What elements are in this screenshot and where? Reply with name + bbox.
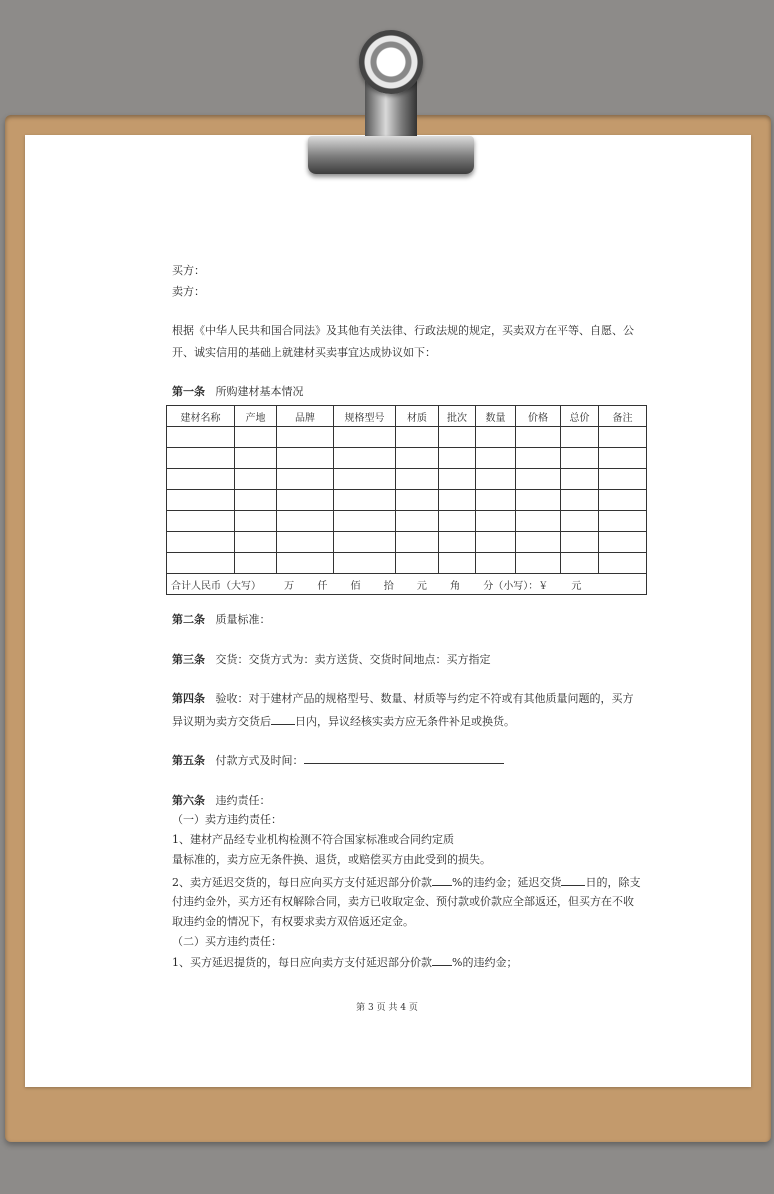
intro-line-2: 开、诚实信用的基础上就建材买卖事宜达成协议如下： bbox=[172, 346, 436, 359]
article-6-text: 违约责任： bbox=[215, 794, 271, 807]
seller-item-2-c: 日的，除支 bbox=[585, 876, 641, 889]
table-total-row bbox=[167, 574, 647, 595]
article-4-line-2 bbox=[172, 714, 515, 729]
binder-clip-ring-icon bbox=[359, 30, 423, 94]
article-4-title: 第四条 bbox=[172, 692, 205, 705]
table-row bbox=[167, 532, 647, 553]
article-5 bbox=[172, 753, 504, 768]
header-cell: 品牌 bbox=[277, 406, 334, 427]
article-5-title: 第五条 bbox=[172, 754, 205, 767]
article-1 bbox=[172, 385, 304, 399]
page-number: 第 3 页 共 4 页 bbox=[356, 1003, 418, 1013]
seller-item-2-line-3: 取违约金的情况下，有权要求卖方双倍返还定金。 bbox=[172, 915, 414, 928]
article-1-title: 第一条 bbox=[172, 385, 205, 398]
table-header-row bbox=[167, 406, 647, 427]
article-5-text: 付款方式及时间： bbox=[215, 754, 304, 767]
article-4-text: 验收：对于建材产品的规格型号、数量、材质等与约定不符或有其他质量问题的，买方 bbox=[215, 692, 634, 705]
article-3 bbox=[172, 653, 491, 667]
header-cell: 价格 bbox=[516, 406, 561, 427]
seller-item-2-a: 2、卖方延迟交货的，每日应向买方支付延迟部分价款 bbox=[172, 876, 432, 889]
header-cell: 材质 bbox=[396, 406, 439, 427]
table-row bbox=[167, 511, 647, 532]
table-row bbox=[167, 553, 647, 574]
article-4-text-b: 日内，异议经核实卖方应无条件补足或换货。 bbox=[295, 715, 515, 728]
seller-liability-heading: （一）卖方违约责任： bbox=[172, 813, 282, 826]
buyer-item-1 bbox=[172, 955, 517, 970]
article-2-text: 质量标准： bbox=[215, 613, 271, 626]
intro-line-1: 根据《中华人民共和国合同法》及其他有关法律、行政法规的规定，买卖双方在平等、自愿、公 bbox=[172, 324, 634, 337]
article-4-text-a: 异议期为卖方交货后 bbox=[172, 715, 271, 728]
seller-item-2-line-1 bbox=[172, 875, 640, 890]
header-cell: 批次 bbox=[439, 406, 476, 427]
article-2-title: 第二条 bbox=[172, 613, 205, 626]
article-6 bbox=[172, 794, 271, 808]
payment-blank bbox=[304, 753, 504, 764]
header-cell: 建材名称 bbox=[167, 406, 235, 427]
table-row bbox=[167, 490, 647, 511]
article-4-line-1 bbox=[172, 692, 634, 706]
article-1-text: 所购建材基本情况 bbox=[215, 385, 304, 398]
table-row bbox=[167, 427, 647, 448]
seller-item-2-line-2: 付违约金外，买方还有权解除合同，卖方已收取定金、预付款或价款应全部返还，但买方在不收 bbox=[172, 895, 634, 908]
seller-item-1-line-1: 1、建材产品经专业机构检测不符合国家标准或合同约定质 bbox=[172, 833, 454, 846]
table-row bbox=[167, 448, 647, 469]
buyer-liability-heading: （二）买方违约责任： bbox=[172, 935, 282, 948]
seller-item-1-line-2: 量标准的，卖方应无条件换、退货，或赔偿买方由此受到的损失。 bbox=[172, 853, 491, 866]
seller-item-2-b: %的违约金；延迟交货 bbox=[452, 876, 562, 889]
article-3-title: 第三条 bbox=[172, 653, 205, 666]
table-row bbox=[167, 469, 647, 490]
percent-blank bbox=[432, 875, 452, 886]
header-cell: 规格型号 bbox=[334, 406, 396, 427]
header-cell: 备注 bbox=[599, 406, 647, 427]
header-cell: 产地 bbox=[235, 406, 277, 427]
binder-clip-base bbox=[308, 136, 474, 174]
buyer-item-1-a: 1、买方延迟提货的，每日应向卖方支付延迟部分价款 bbox=[172, 956, 432, 969]
contract-page bbox=[25, 135, 751, 1087]
header-cell: 数量 bbox=[476, 406, 516, 427]
days-blank bbox=[271, 714, 295, 725]
materials-table bbox=[166, 405, 647, 595]
seller-label: 卖方： bbox=[172, 285, 205, 298]
header-cell: 总价 bbox=[561, 406, 599, 427]
total-amount-cell: 合计人民币（大写） 万 仟 佰 拾 元 角 分（小写）：￥ 元 bbox=[167, 574, 647, 595]
article-2 bbox=[172, 613, 271, 627]
article-3-text: 交货：交货方式为：卖方送货、交货时间地点：买方指定 bbox=[215, 653, 491, 666]
buyer-label: 买方： bbox=[172, 264, 205, 277]
delay-days-blank bbox=[561, 875, 585, 886]
buyer-item-1-b: %的违约金； bbox=[452, 956, 518, 969]
buyer-percent-blank bbox=[432, 955, 452, 966]
article-6-title: 第六条 bbox=[172, 794, 205, 807]
